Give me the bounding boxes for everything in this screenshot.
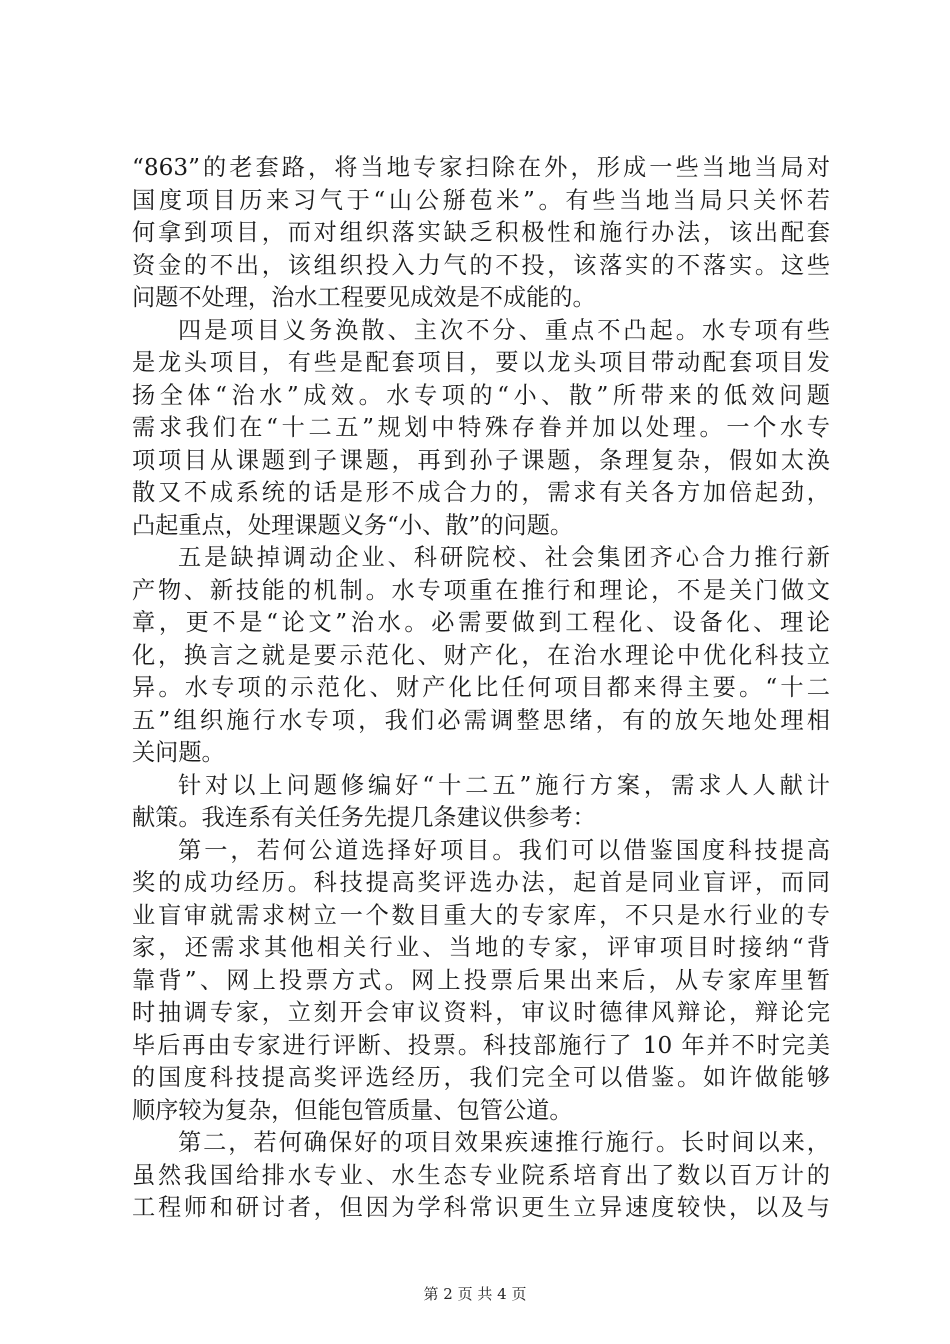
paragraph-first-line: 五是缺掉调动企业、科研院校、社会集团齐心合力推行新 bbox=[178, 544, 830, 571]
text-line: 奖的成功经历。科技提高奖评选办法，起首是同业盲评，而同 bbox=[132, 869, 830, 896]
text-line: 五”组织施行水专项，我们必需调整思绪，有的放矢地处理相 bbox=[132, 706, 830, 734]
document-body bbox=[132, 152, 830, 1225]
text-line: 时抽调专家，立刻开会审议资料，审议时德律风辩论，辩论完 bbox=[132, 999, 830, 1026]
text-line: 关问题。 bbox=[132, 739, 225, 766]
paragraph-first-line: 第二，若何确保好的项目效果疾速推行施行。长时间以来， bbox=[178, 1129, 830, 1156]
text-line: 是龙头项目，有些是配套项目，要以龙头项目带动配套项目发 bbox=[132, 349, 830, 376]
text-line: 凸起重点，处理课题义务“小、散”的问题。 bbox=[132, 511, 574, 539]
text-line: 项项目从课题到子课题，再到孙子课题，条理复杂，假如太涣 bbox=[132, 446, 830, 474]
text-line: 扬全体“治水”成效。水专项的“小、散”所带来的低效问题 bbox=[132, 381, 830, 409]
text-line: 化，换言之就是要示范化、财产化，在治水理论中优化科技立 bbox=[132, 641, 830, 669]
page-number-label: 第 2 页 共 4 页 bbox=[423, 1285, 527, 1303]
paragraph-first-line: 针对以上问题修编好“十二五”施行方案，需求人人献计 bbox=[178, 771, 830, 799]
text-line: 章，更不是“论文”治水。必需要做到工程化、设备化、理论 bbox=[132, 609, 830, 636]
paragraph-first-line: 第一，若何公道选择好项目。我们可以借鉴国度科技提高 bbox=[178, 836, 830, 864]
text-line: 散又不成系统的话是形不成合力的，需求有关各方加倍起劲， bbox=[132, 479, 830, 506]
paragraph-first-line: 四是项目义务涣散、主次不分、重点不凸起。水专项有些 bbox=[178, 316, 830, 344]
text-line: 需求我们在“十二五”规划中特殊存眷并加以处理。一个水专 bbox=[132, 414, 830, 441]
text-line: 问题不处理，治水工程要见成效是不成能的。 bbox=[132, 284, 596, 311]
text-line: 的国度科技提高奖评选经历，我们完全可以借鉴。如许做能够 bbox=[132, 1064, 830, 1091]
text-line: 何拿到项目，而对组织落实缺乏积极性和施行办法，该出配套 bbox=[132, 219, 830, 246]
text-line: “863”的老套路，将当地专家扫除在外，形成一些当地当局对 bbox=[132, 154, 830, 181]
text-line: 靠背”、网上投票方式。网上投票后果出来后，从专家库里暂 bbox=[132, 966, 830, 994]
text-line: 国度项目历来习气于“山公掰苞米”。有些当地当局只关怀若 bbox=[132, 186, 830, 214]
text-line: 工程师和研讨者，但因为学科常识更生立异速度较快，以及与 bbox=[132, 1194, 830, 1221]
page-footer bbox=[0, 1283, 950, 1304]
text-line: 毕后再由专家进行评断、投票。科技部施行了 10 年并不时完美 bbox=[132, 1031, 830, 1059]
text-line: 顺序较为复杂，但能包管质量、包管公道。 bbox=[132, 1096, 573, 1124]
text-line: 业盲审就需求树立一个数目重大的专家库，不只是水行业的专 bbox=[132, 901, 830, 929]
text-line: 异。水专项的示范化、财产化比任何项目都来得主要。“十二 bbox=[132, 674, 830, 701]
text-line: 虽然我国给排水专业、水生态专业院系培育出了数以百万计的 bbox=[132, 1161, 830, 1189]
text-line: 献策。我连系有关任务先提几条建议供参考： bbox=[132, 804, 596, 831]
text-line: 产物、新技能的机制。水专项重在推行和理论，不是关门做文 bbox=[132, 576, 830, 604]
text-line: 资金的不出，该组织投入力气的不投，该落实的不落实。这些 bbox=[132, 251, 830, 279]
text-line: 家，还需求其他相关行业、当地的专家，评审项目时接纳“背 bbox=[132, 934, 830, 961]
